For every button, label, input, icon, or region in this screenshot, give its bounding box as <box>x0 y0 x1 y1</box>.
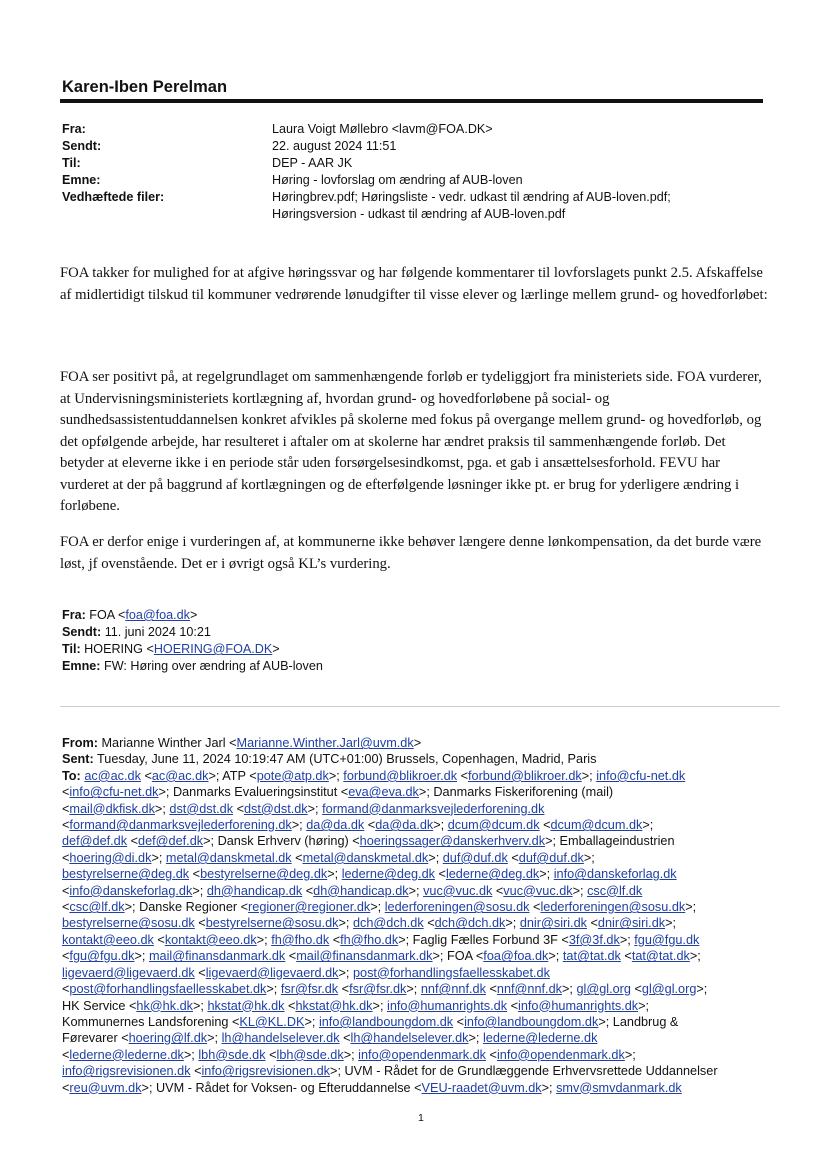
forward-subject-line <box>62 658 323 675</box>
recipients-line <box>62 833 784 849</box>
recipients-text[interactable]: <post@forhandlingsfaellesskabet.dk>; fsr@fsr.dk <fsr@fsr.dk>; nnf@nnf.dk <nnf@nnf.dk>; gl@gl.org <gl@gl.org>; <box>62 982 708 997</box>
recipient-email-link[interactable]: lederne@lederne.dk <box>482 1031 598 1046</box>
recipient-email-link[interactable]: info@opendenmark.dk <box>496 1047 625 1062</box>
mailbox-owner-name: Karen-Iben Perelman <box>62 78 228 96</box>
recipient-email-link[interactable]: ligevaerd@ligevaerd.dk <box>62 965 195 980</box>
recipients-line <box>62 948 784 964</box>
recipient-email-link[interactable]: post@forhandlingsfaellesskabet.dk <box>69 982 267 997</box>
recipients-text[interactable]: bestyrelserne@sosu.dk <bestyrelserne@sosu.dk>; dch@dch.dk <dch@dch.dk>; dnir@siri.dk <dnir@siri.dk>; <box>62 916 677 931</box>
recipients-text[interactable]: <mail@dkfisk.dk>; dst@dst.dk <dst@dst.dk>; formand@danmarksvejlederforening.dk <box>62 801 545 816</box>
recipients-text[interactable]: kontakt@eeo.dk <kontakt@eeo.dk>; fh@fho.dk <fh@fho.dk>; Faglig Fælles Forbund 3F <3f@3f.dk>; fgu@fgu.dk <box>62 932 700 947</box>
header-label-to: Til: <box>62 156 81 170</box>
recipient-email-link[interactable]: lbh@sde.dk <box>198 1047 266 1062</box>
original-from-label: From: <box>62 736 98 750</box>
recipient-email-link[interactable]: fsr@fsr.dk <box>349 982 407 997</box>
recipients-line <box>62 1063 784 1079</box>
recipient-email-link[interactable]: nnf@nnf.dk <box>420 982 486 997</box>
recipient-email-link[interactable]: dst@dst.dk <box>169 801 234 816</box>
header-label-subject: Emne: <box>62 173 101 187</box>
recipient-email-link[interactable]: VEU-raadet@uvm.dk <box>421 1080 542 1095</box>
recipients-line <box>62 866 784 882</box>
recipients-text[interactable]: <csc@lf.dk>; Danske Regioner <regioner@regioner.dk>; lederforeningen@sosu.dk <lederforeningen@sosu.dk>; <box>62 900 697 915</box>
recipients-line <box>62 1030 784 1046</box>
recipients-text[interactable]: info@rigsrevisionen.dk <info@rigsrevisionen.dk>; UVM - Rådet for de Grundlæggende Erhvervsrettede Uddannelser <box>62 1064 718 1079</box>
recipient-email-link[interactable]: metal@danskmetal.dk <box>165 850 292 865</box>
recipient-email-link[interactable]: KL@KL.DK <box>239 1014 305 1029</box>
recipients-text[interactable]: Kommunernes Landsforening <KL@KL.DK>; info@landboungdom.dk <info@landboungdom.dk>; Landbrug & <box>62 1014 679 1029</box>
forward-sent-line <box>62 624 211 641</box>
recipient-email-link[interactable]: nnf@nnf.dk <box>496 982 562 997</box>
recipient-email-link[interactable]: dnir@siri.dk <box>597 916 666 931</box>
recipients-line <box>62 899 784 915</box>
recipient-email-link[interactable]: hoering@lf.dk <box>128 1031 208 1046</box>
header-value-from: Laura Voigt Møllebro <lavm@FOA.DK> <box>272 122 493 136</box>
recipient-email-link[interactable]: dnir@siri.dk <box>519 916 587 931</box>
header-rule <box>60 99 763 103</box>
recipient-email-link[interactable]: info@cfu-net.dk <box>69 785 159 800</box>
forward-subject-value: FW: Høring over ændring af AUB-loven <box>104 659 323 673</box>
recipient-email-link[interactable]: post@forhandlingsfaellesskabet.dk <box>352 965 550 980</box>
recipients-text[interactable]: <hoering@di.dk>; metal@danskmetal.dk <metal@danskmetal.dk>; duf@duf.dk <duf@duf.dk>; <box>62 850 595 865</box>
recipient-email-link[interactable]: info@danskeforlag.dk <box>69 883 193 898</box>
recipient-email-link[interactable]: dcum@dcum.dk <box>447 818 540 833</box>
recipient-email-link[interactable]: info@landboungdom.dk <box>464 1014 599 1029</box>
forward-from-email-link[interactable]: foa@foa.dk <box>125 608 190 622</box>
recipient-email-link[interactable]: info@landboungdom.dk <box>318 1014 454 1029</box>
forward-to-label: Til: <box>62 642 81 656</box>
recipient-email-link[interactable]: ac@ac.dk <box>151 768 209 783</box>
recipient-email-link[interactable]: info@danskeforlag.dk <box>553 867 677 882</box>
recipient-email-link[interactable]: dh@handicap.dk <box>206 883 303 898</box>
forward-to-line <box>62 641 280 658</box>
header-label-sent: Sendt: <box>62 139 102 153</box>
recipient-email-link[interactable]: forbund@blikroer.dk <box>343 768 458 783</box>
header-value-subject: Høring - lovforslag om ændring af AUB-loven <box>272 173 523 187</box>
forward-sent-label: Sendt: <box>62 625 102 639</box>
forward-from-line <box>62 607 197 624</box>
recipient-email-link[interactable]: duf@duf.dk <box>442 850 508 865</box>
recipient-email-link[interactable]: mail@finansdanmark.dk <box>296 949 433 964</box>
recipient-email-link[interactable]: hoeringssager@danskerhverv.dk <box>359 834 546 849</box>
recipients-text[interactable]: ligevaerd@ligevaerd.dk <ligevaerd@ligevaerd.dk>; post@forhandlingsfaellesskabet.dk <box>62 965 550 980</box>
recipient-email-link[interactable]: lbh@sde.dk <box>276 1047 344 1062</box>
recipient-email-link[interactable]: reu@uvm.dk <box>69 1080 142 1095</box>
recipient-email-link[interactable]: fgu@fgu.dk <box>69 949 135 964</box>
forward-from-name: FOA < <box>89 608 126 622</box>
recipient-email-link[interactable]: def@def.dk <box>138 834 204 849</box>
recipient-email-link[interactable]: hoering@di.dk <box>69 850 152 865</box>
recipient-email-link[interactable]: info@rigsrevisionen.dk <box>201 1064 331 1079</box>
body-paragraph-1: FOA takker for mulighed for at afgive høringssvar og har følgende kommentarer til lovforslagets punkt 2.5. Afskaffelse af midlertidigt tilskud til kommuner vedrørende lønudgifter til visse elever og lærlinge mellem grund- og hovedforløbet: <box>60 265 768 303</box>
recipient-email-link[interactable]: def@def.dk <box>62 834 128 849</box>
recipient-email-link[interactable]: lederforeningen@sosu.dk <box>384 900 530 915</box>
recipients-line <box>62 883 784 899</box>
recipient-email-link[interactable]: formand@danmarksvejlederforening.dk <box>69 818 292 833</box>
recipient-email-link[interactable]: gl@gl.org <box>576 982 631 997</box>
recipient-email-link[interactable]: fsr@fsr.dk <box>280 982 339 997</box>
recipient-email-link[interactable]: eva@eva.dk <box>348 785 419 800</box>
recipient-email-link[interactable]: da@da.dk <box>306 818 365 833</box>
recipient-email-link[interactable]: da@da.dk <box>375 818 434 833</box>
recipient-email-link[interactable]: dch@dch.dk <box>352 916 424 931</box>
original-sent-line <box>62 751 784 767</box>
recipients-text[interactable]: <reu@uvm.dk>; UVM - Rådet for Voksen- og Efteruddannelse <VEU-raadet@uvm.dk>; smv@smvdanmark.dk <box>62 1080 682 1095</box>
recipient-email-link[interactable]: dcum@dcum.dk <box>550 818 643 833</box>
recipients-line <box>62 932 784 948</box>
recipient-email-link[interactable]: tat@tat.dk <box>562 949 621 964</box>
recipients-line <box>62 801 784 817</box>
body-paragraph-2: FOA ser positivt på, at regelgrundlaget om sammenhængende forløb er tydeliggjort fra ministeriets side. FOA vurderer, at Undervisningsministeriets kortlægning af, hvordan grund- og hovedforløbene på social- og sundhedsassistentuddannelsen konkret afvikles på skolerne med fokus på overgange mellem grund- og hovedforløb, og det opfølgende arbejde, har resulteret i aftaler om at skolerne har ændret praksis til sammenhængende forløb. Det betyder at eleverne ikke i en periode står uden forsørgelsesindkomst, pga. et gab i ansættelsesforhold. FEVU har vurderet at der på baggrund af kortlægningen og de efterfølgende løsninger ikke pt. er brug for yderligere ændring i forløbene. <box>60 369 762 514</box>
attachments-list: Høringbrev.pdf; Høringsliste - vedr. udkast til ændring af AUB-loven.pdf; Høringsversion - udkast til ændring af AUB-loven.pdf <box>272 190 671 221</box>
recipient-email-link[interactable]: fh@fho.dk <box>340 932 399 947</box>
forward-sent-value: 11. juni 2024 10:21 <box>104 625 211 639</box>
recipient-email-link[interactable]: ac@ac.dk <box>84 768 141 783</box>
recipient-email-link[interactable]: bestyrelserne@sosu.dk <box>62 916 195 931</box>
recipient-email-link[interactable]: lh@handelselever.dk <box>221 1031 340 1046</box>
recipient-email-link[interactable]: duf@duf.dk <box>518 850 584 865</box>
recipients-line <box>62 1080 784 1096</box>
recipients-text[interactable]: <lederne@lederne.dk>; lbh@sde.dk <lbh@sde.dk>; info@opendenmark.dk <info@opendenmark.dk>; <box>62 1047 636 1062</box>
original-recipients <box>62 768 784 1096</box>
body-paragraph-3: FOA er derfor enige i vurderingen af, at kommunerne ikke behøver længere denne lønkompensation, da det burde være løst, jf ovenstående. Det er i øvrigt også KL’s vurdering. <box>60 534 762 572</box>
recipient-email-link[interactable]: mail@dkfisk.dk <box>69 801 155 816</box>
recipient-email-link[interactable]: info@humanrights.dk <box>518 998 639 1013</box>
recipient-email-link[interactable]: info@opendenmark.dk <box>358 1047 487 1062</box>
recipients-line <box>62 981 784 997</box>
original-sent-value: Tuesday, June 11, 2024 10:19:47 AM (UTC+01:00) Brussels, Copenhagen, Madrid, Paris <box>97 752 597 767</box>
header-label-attachments: Vedhæftede filer: <box>62 190 165 204</box>
recipients-text[interactable]: HK Service <hk@hk.dk>; hkstat@hk.dk <hkstat@hk.dk>; info@humanrights.dk <info@humanrights.dk>; <box>62 998 650 1013</box>
original-from-line <box>62 735 784 751</box>
page-number: 1 <box>418 1112 424 1124</box>
recipient-email-link[interactable]: mail@finansdanmark.dk <box>148 949 286 964</box>
recipients-line <box>62 998 784 1014</box>
recipients-line <box>62 817 784 833</box>
recipient-email-link[interactable]: info@rigsrevisionen.dk <box>62 1064 191 1079</box>
header-value-sent: 22. august 2024 11:51 <box>272 139 397 153</box>
recipient-email-link[interactable]: bestyrelserne@deg.dk <box>200 867 328 882</box>
recipient-email-link[interactable]: fh@fho.dk <box>271 932 330 947</box>
recipients-text[interactable]: bestyrelserne@deg.dk <bestyrelserne@deg.dk>; lederne@deg.dk <lederne@deg.dk>; info@danskeforlag.dk <box>62 867 677 882</box>
recipient-email-link[interactable]: foa@foa.dk <box>483 949 549 964</box>
forward-to-email-link[interactable]: HOERING@FOA.DK <box>153 642 273 656</box>
recipient-email-link[interactable]: regioner@regioner.dk <box>248 900 371 915</box>
recipient-email-link[interactable]: metal@danskmetal.dk <box>302 850 429 865</box>
recipient-email-link[interactable]: 3f@3f.dk <box>568 932 620 947</box>
recipient-email-link[interactable]: tat@tat.dk <box>631 949 690 964</box>
recipient-email-link[interactable]: lederforeningen@sosu.dk <box>540 900 686 915</box>
original-from-name: Marianne Winther Jarl < <box>101 736 237 750</box>
recipient-email-link[interactable]: bestyrelserne@deg.dk <box>62 867 190 882</box>
recipients-line <box>62 768 784 784</box>
recipient-email-link[interactable]: hk@hk.dk <box>136 998 193 1013</box>
header-label-from: Fra: <box>62 122 86 136</box>
recipient-email-link[interactable]: info@humanrights.dk <box>387 998 508 1013</box>
recipient-email-link[interactable]: info@cfu-net.dk <box>596 768 686 783</box>
recipient-email-link[interactable]: forbund@blikroer.dk <box>467 768 582 783</box>
message-separator <box>60 706 780 707</box>
recipient-email-link[interactable]: pote@atp.dk <box>256 768 329 783</box>
recipient-email-link[interactable]: lederne@deg.dk <box>445 867 540 882</box>
recipient-email-link[interactable]: formand@danmarksvejlederforening.dk <box>322 801 545 816</box>
recipient-email-link[interactable]: hkstat@hk.dk <box>295 998 373 1013</box>
recipient-email-link[interactable]: fgu@fgu.dk <box>634 932 700 947</box>
recipient-email-link[interactable]: bestyrelserne@sosu.dk <box>205 916 339 931</box>
recipients-line <box>62 850 784 866</box>
recipient-email-link[interactable]: lh@handelselever.dk <box>350 1031 469 1046</box>
recipient-email-link[interactable]: kontakt@eeo.dk <box>164 932 257 947</box>
original-from-end: > <box>413 736 422 750</box>
recipient-email-link[interactable]: csc@lf.dk <box>69 900 125 915</box>
recipient-email-link[interactable]: hkstat@hk.dk <box>207 998 285 1013</box>
recipients-text[interactable]: <info@danskeforlag.dk>; dh@handicap.dk <dh@handicap.dk>; vuc@vuc.dk <vuc@vuc.dk>; csc@lf.dk <box>62 883 643 898</box>
recipients-text[interactable]: def@def.dk <def@def.dk>; Dansk Erhverv (høring) <hoeringssager@danskerhverv.dk>; Emballageindustrien <box>62 834 675 849</box>
forward-to-end: > <box>272 642 280 656</box>
forward-subject-label: Emne: <box>62 659 101 673</box>
recipients-line <box>62 784 784 800</box>
recipient-email-link[interactable]: gl@gl.org <box>641 982 697 997</box>
recipient-email-link[interactable]: smv@smvdanmark.dk <box>556 1080 682 1095</box>
recipients-line <box>62 1047 784 1063</box>
recipient-email-link[interactable]: vuc@vuc.dk <box>503 883 573 898</box>
recipient-email-link[interactable]: lederne@lederne.dk <box>69 1047 184 1062</box>
recipient-email-link[interactable]: kontakt@eeo.dk <box>62 932 154 947</box>
original-from-email-link[interactable]: Marianne.Winther.Jarl@uvm.dk <box>236 736 414 750</box>
recipients-line <box>62 965 784 981</box>
recipient-email-link[interactable]: ligevaerd@ligevaerd.dk <box>205 965 339 980</box>
recipients-text[interactable]: <info@cfu-net.dk>; Danmarks Evalueringsinstitut <eva@eva.dk>; Danmarks Fiskeriforening (mail) <box>62 785 614 800</box>
recipients-text[interactable]: Førevarer <hoering@lf.dk>; lh@handelselever.dk <lh@handelselever.dk>; lederne@lederne.dk <box>62 1031 598 1046</box>
original-message-header <box>62 735 784 1096</box>
forward-from-end: > <box>189 608 198 622</box>
recipients-line <box>62 1014 784 1030</box>
recipient-email-link[interactable]: csc@lf.dk <box>587 883 643 898</box>
header-value-to: DEP - AAR JK <box>272 156 353 170</box>
recipient-email-link[interactable]: lederne@deg.dk <box>341 867 435 882</box>
forward-from-label: Fra: <box>62 608 86 622</box>
recipients-text[interactable]: <fgu@fgu.dk>; mail@finansdanmark.dk <mail@finansdanmark.dk>; FOA <foa@foa.dk>; tat@tat.dk <tat@tat.dk>; <box>62 949 701 964</box>
recipients-text[interactable]: <formand@danmarksvejlederforening.dk>; da@da.dk <da@da.dk>; dcum@dcum.dk <dcum@dcum.dk>; <box>62 818 654 833</box>
recipient-email-link[interactable]: dst@dst.dk <box>243 801 308 816</box>
recipient-email-link[interactable]: dch@dch.dk <box>434 916 506 931</box>
recipients-line <box>62 915 784 931</box>
recipient-email-link[interactable]: dh@handicap.dk <box>313 883 409 898</box>
original-sent-label: Sent: <box>62 752 94 767</box>
recipients-text[interactable]: ac@ac.dk <ac@ac.dk>; ATP <pote@atp.dk>; forbund@blikroer.dk <forbund@blikroer.dk>; info@cfu-net.dk <box>84 768 686 783</box>
original-to-label: To: <box>62 768 81 783</box>
recipient-email-link[interactable]: vuc@vuc.dk <box>423 883 493 898</box>
forward-to-name: HOERING < <box>84 642 154 656</box>
